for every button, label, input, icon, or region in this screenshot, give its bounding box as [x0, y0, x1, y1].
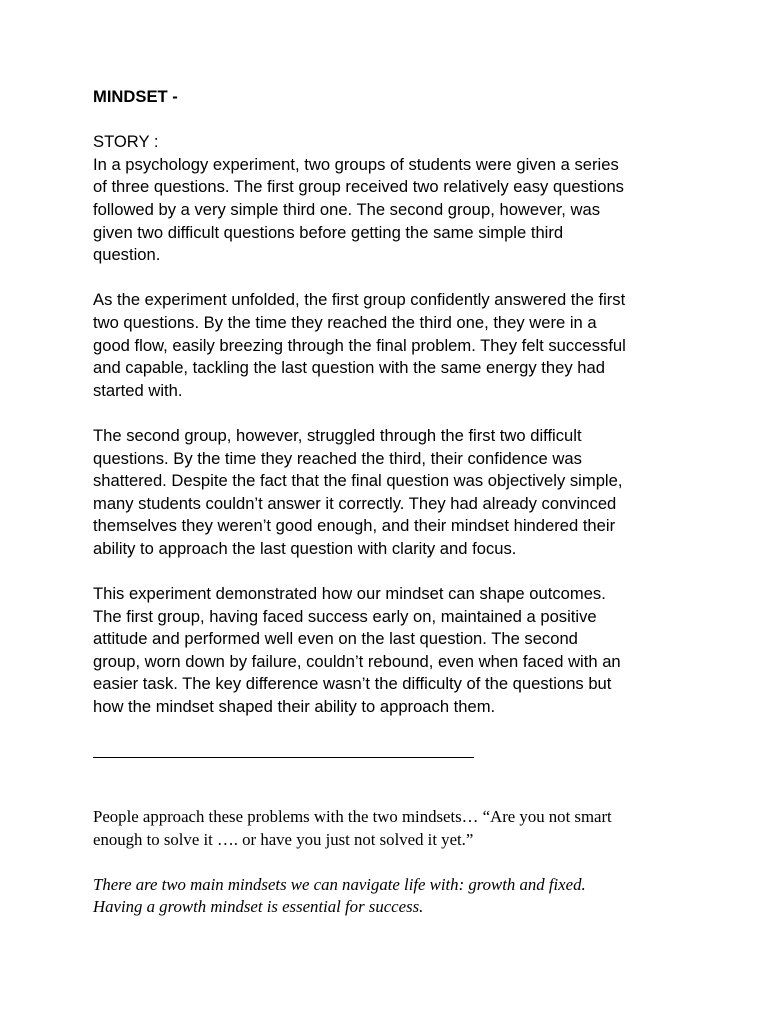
story-label: STORY :	[93, 132, 159, 152]
text-line: shattered. Despite the fact that the final question was objectively simple,	[93, 471, 623, 491]
text-line: started with.	[93, 380, 183, 400]
text-line: themselves they weren’t good enough, and their mindset hindered their	[93, 516, 616, 536]
text-line: how the mindset shaped their ability to approach them.	[93, 697, 496, 717]
text-line: The first group, having faced success early on, maintained a positive	[93, 606, 597, 626]
text-line: and capable, tackling the last question with the same energy they had	[93, 358, 605, 378]
story-paragraph-2	[93, 289, 693, 402]
text-line: given two difficult questions before getting the same simple third	[93, 222, 564, 242]
horizontal-divider	[93, 757, 474, 758]
text-line: many students couldn’t answer it correctly. They had already convinced	[93, 493, 617, 513]
text-line: easier task. The key difference wasn’t the difficulty of the questions but	[93, 674, 612, 694]
text-line: questions. By the time they reached the third, their confidence was	[93, 448, 582, 468]
italic-note	[93, 874, 693, 919]
text-line: good flow, easily breezing through the final problem. They felt successful	[93, 335, 626, 355]
text-line: This experiment demonstrated how our mindset can shape outcomes.	[93, 584, 606, 604]
text-line: In a psychology experiment, two groups of students were given a series	[93, 154, 619, 174]
story-paragraph-4	[93, 583, 693, 719]
text-line: There are two main mindsets we can navigate life with: growth and fixed.	[93, 874, 586, 894]
quote-section	[93, 806, 693, 919]
text-line: attitude and performed well even on the last question. The second	[93, 629, 578, 649]
story-paragraph-3	[93, 425, 693, 561]
text-line: The second group, however, struggled through the first two difficult	[93, 425, 582, 445]
text-line: two questions. By the time they reached the third one, they were in a	[93, 312, 597, 332]
text-line: Having a growth mindset is essential for success.	[93, 897, 424, 917]
text-line: of three questions. The first group received two relatively easy questions	[93, 177, 624, 197]
text-line: enough to solve it …. or have you just not solved it yet.”	[93, 829, 474, 849]
story-section	[93, 86, 693, 741]
document-title: MINDSET -	[93, 87, 178, 106]
text-line: ability to approach the last question with clarity and focus.	[93, 538, 517, 558]
text-line: group, worn down by failure, couldn’t rebound, even when faced with an	[93, 651, 621, 671]
story-paragraph-1	[93, 154, 693, 267]
text-line: As the experiment unfolded, the first group confidently answered the first	[93, 290, 626, 310]
quote-paragraph	[93, 806, 693, 851]
text-line: followed by a very simple third one. The second group, however, was	[93, 199, 601, 219]
text-line: People approach these problems with the two mindsets… “Are you not smart	[93, 807, 612, 826]
text-line: question.	[93, 245, 161, 265]
